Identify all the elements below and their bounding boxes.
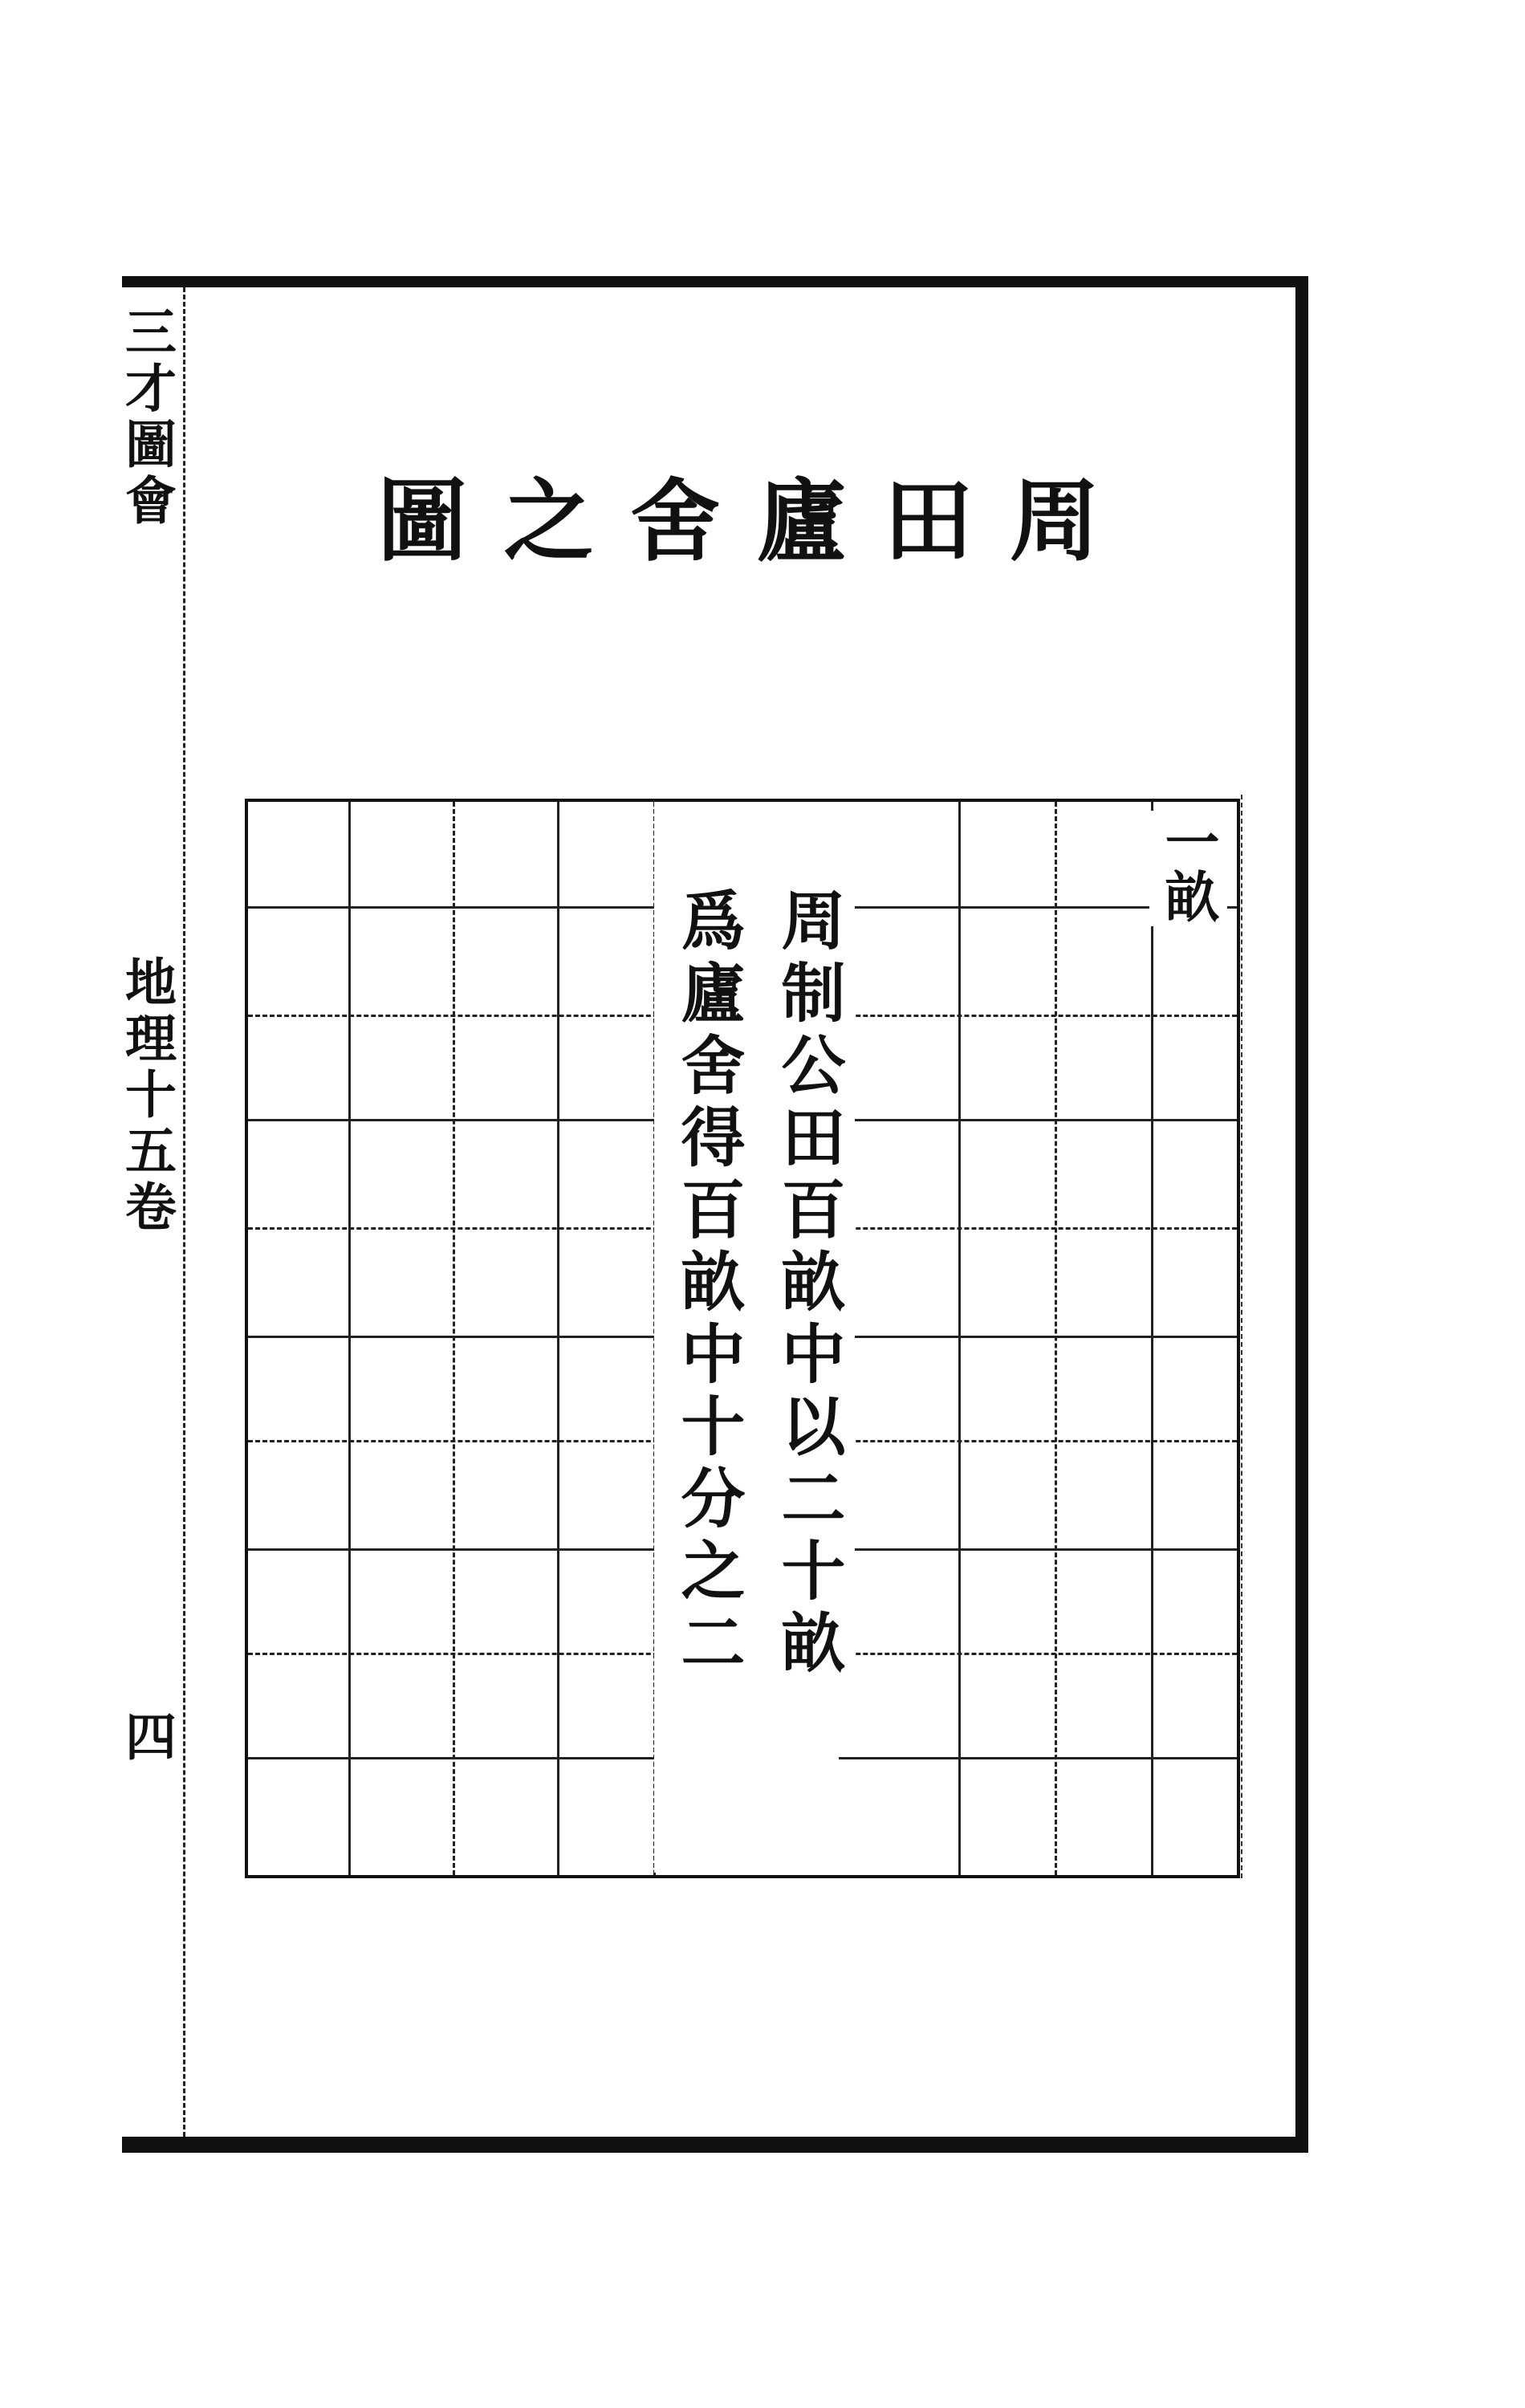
page-frame-right <box>1295 276 1308 2153</box>
page-frame-bottom <box>122 2137 1308 2153</box>
description-line-2: 爲廬舍得百畝中十分之二 <box>662 887 754 1682</box>
title-char: 圖 <box>377 469 467 574</box>
margin-page-number: 四 <box>116 1710 177 1766</box>
title-char: 舍 <box>630 469 721 574</box>
margin-section: 地理十五卷 <box>116 955 177 1236</box>
grid-vertical-line <box>453 802 455 1875</box>
title-char: 廬 <box>756 469 847 574</box>
grid-vertical-line <box>557 802 559 1875</box>
unit-label: 一畝 <box>1149 811 1227 926</box>
grid-vertical-line <box>1151 802 1153 1875</box>
margin-book-title: 三才圖會 <box>116 305 177 530</box>
grid-vertical-line <box>1055 802 1057 1875</box>
description-line-1: 周制公田百畝中以二十畝 <box>762 887 855 1682</box>
page-frame-top <box>122 276 1308 287</box>
title-char: 田 <box>883 469 974 574</box>
title-char: 之 <box>503 469 594 574</box>
margin-rule <box>183 287 185 2137</box>
title-char: 周 <box>1009 469 1100 574</box>
grid-vertical-line <box>958 802 961 1875</box>
grid-right-rule <box>1241 795 1242 1878</box>
grid-vertical-line <box>348 802 351 1875</box>
page-title <box>377 449 1100 574</box>
